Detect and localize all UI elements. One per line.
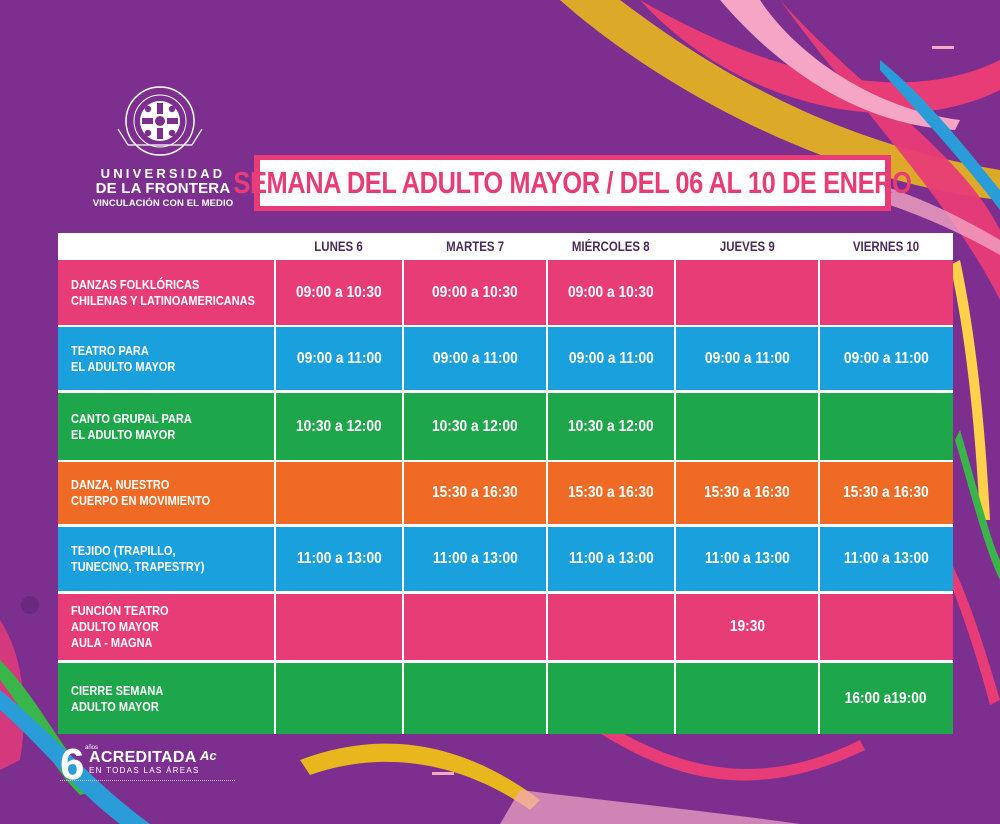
schedule-cell <box>275 327 403 390</box>
schedule-cell <box>675 327 819 390</box>
activity-name <box>58 663 273 734</box>
activity-name-line: CHILENAS Y LATINOAMERICANAS <box>71 293 255 308</box>
schedule-time: 11:00 a 13:00 <box>843 550 929 567</box>
schedule-cell <box>819 393 953 460</box>
schedule-time: 11:00 a 13:00 <box>568 550 654 567</box>
day-header <box>819 233 953 260</box>
title-banner <box>233 155 912 211</box>
schedule-cell <box>547 327 675 390</box>
schedule-cell <box>675 260 819 325</box>
schedule-cell <box>819 260 953 325</box>
schedule-cell <box>403 462 547 524</box>
schedule-table <box>58 233 953 734</box>
activity-name-line: TEATRO PARA <box>71 343 149 358</box>
schedule-time: 15:30 a 16:30 <box>843 484 929 501</box>
schedule-cell <box>403 260 547 325</box>
schedule-time: 19:30 <box>729 618 765 635</box>
page-title: SEMANA DEL ADULTO MAYOR / DEL 06 AL 10 DE ENERO <box>233 165 912 200</box>
activity-name-line: FUNCIÓN TEATRO <box>71 604 169 618</box>
day-header-label: JUEVES 9 <box>719 239 775 254</box>
schedule-cell <box>275 663 403 734</box>
schedule-cell <box>675 594 819 660</box>
accreditation-years-number: 6 <box>60 740 85 789</box>
schedule-cell <box>275 260 403 325</box>
schedule-cell <box>275 594 403 660</box>
schedule-time: 09:00 a 11:00 <box>843 349 929 367</box>
schedule-time: 15:30 a 16:30 <box>704 484 790 501</box>
activity-name-line: TUNECINO, TRAPESTRY) <box>71 560 205 574</box>
activity-name-line: EL ADULTO MAYOR <box>71 359 176 374</box>
accreditation-fine-print <box>60 780 235 782</box>
schedule-cell <box>403 527 547 591</box>
day-header <box>275 233 403 260</box>
activity-name <box>58 393 273 460</box>
day-header-label: MARTES 7 <box>445 239 505 254</box>
schedule-cell <box>547 462 675 524</box>
schedule-time: 09:00 a 11:00 <box>568 349 654 367</box>
schedule-time: 09:00 a 10:30 <box>432 283 518 301</box>
schedule-time: 11:00 a 13:00 <box>296 550 382 567</box>
day-header-label: MIÉRCOLES 8 <box>572 239 650 254</box>
university-emblem-icon <box>114 85 206 157</box>
schedule-cell <box>275 462 403 524</box>
schedule-cell <box>819 462 953 524</box>
schedule-time: 15:30 a 16:30 <box>432 484 518 501</box>
schedule-time: 10:30 a 12:00 <box>568 417 654 435</box>
schedule-time: 09:00 a 11:00 <box>296 349 382 367</box>
schedule-cell <box>275 527 403 591</box>
university-logo <box>88 85 238 210</box>
schedule-cell <box>819 527 953 591</box>
day-header <box>547 233 675 260</box>
column-divider <box>674 260 676 734</box>
schedule-cell <box>819 327 953 390</box>
accreditation-areas: EN TODAS LAS ÁREAS <box>89 766 200 775</box>
schedule-cell <box>547 594 675 660</box>
schedule-cell <box>675 462 819 524</box>
activity-name <box>58 260 273 325</box>
accreditation-years-label: años <box>85 745 99 751</box>
logo-line-2: DE LA FRONTERA <box>95 180 231 197</box>
schedule-time: 09:00 a 11:00 <box>704 349 790 367</box>
schedule-cell <box>547 527 675 591</box>
schedule-cell <box>403 663 547 734</box>
schedule-cell <box>675 393 819 460</box>
schedule-cell <box>403 594 547 660</box>
schedule-time: 11:00 a 13:00 <box>432 550 518 567</box>
schedule-time: 09:00 a 11:00 <box>432 349 518 367</box>
activity-name-line: CANTO GRUPAL PARA <box>71 411 192 426</box>
schedule-time: 10:30 a 12:00 <box>296 417 382 435</box>
schedule-cell <box>547 260 675 325</box>
schedule-cell <box>403 327 547 390</box>
column-divider <box>546 260 548 734</box>
activity-name-line: CUERPO EN MOVIMIENTO <box>71 494 211 508</box>
schedule-time: 09:00 a 10:30 <box>568 283 654 301</box>
activity-name-line: CIERRE SEMANA <box>71 683 164 698</box>
activity-name-line: DANZAS FOLKLÓRICAS <box>71 277 200 292</box>
schedule-cell <box>675 663 819 734</box>
activity-name-line: DANZA, NUESTRO <box>71 478 170 492</box>
column-divider <box>274 260 276 734</box>
schedule-time: 16:00 a19:00 <box>845 689 927 707</box>
day-header-label: VIERNES 10 <box>852 239 920 254</box>
day-header-label: LUNES 6 <box>314 239 364 254</box>
accreditation-agency-logo: Ac <box>200 748 217 763</box>
column-divider <box>818 260 820 734</box>
activity-name <box>58 462 273 524</box>
activity-name <box>58 327 273 390</box>
logo-line-3: VINCULACIÓN CON EL MEDIO <box>92 198 234 209</box>
schedule-cell <box>275 393 403 460</box>
activity-name-line: TEJIDO (TRAPILLO, <box>71 544 176 558</box>
schedule-time: 15:30 a 16:30 <box>568 484 654 501</box>
activity-name <box>58 527 273 591</box>
schedule-cell <box>819 594 953 660</box>
schedule-cell <box>547 393 675 460</box>
schedule-cell <box>547 663 675 734</box>
accreditation-label: ACREDITADA <box>89 749 197 766</box>
day-header <box>675 233 819 260</box>
schedule-cell <box>819 663 953 734</box>
schedule-cell <box>675 527 819 591</box>
activity-name-line: EL ADULTO MAYOR <box>71 427 176 442</box>
schedule-time: 10:30 a 12:00 <box>432 417 518 435</box>
schedule-time: 11:00 a 13:00 <box>704 550 790 567</box>
day-header <box>403 233 547 260</box>
activity-name-line: ADULTO MAYOR <box>71 620 159 634</box>
logo-line-1: UNIVERSIDAD <box>100 166 226 181</box>
activity-name-line: AULA - MAGNA <box>71 636 153 650</box>
activity-name <box>58 594 273 660</box>
schedule-cell <box>403 393 547 460</box>
column-divider <box>402 260 404 734</box>
activity-name-line: ADULTO MAYOR <box>71 699 159 714</box>
schedule-time: 09:00 a 10:30 <box>296 283 382 301</box>
accreditation-badge <box>60 742 240 790</box>
